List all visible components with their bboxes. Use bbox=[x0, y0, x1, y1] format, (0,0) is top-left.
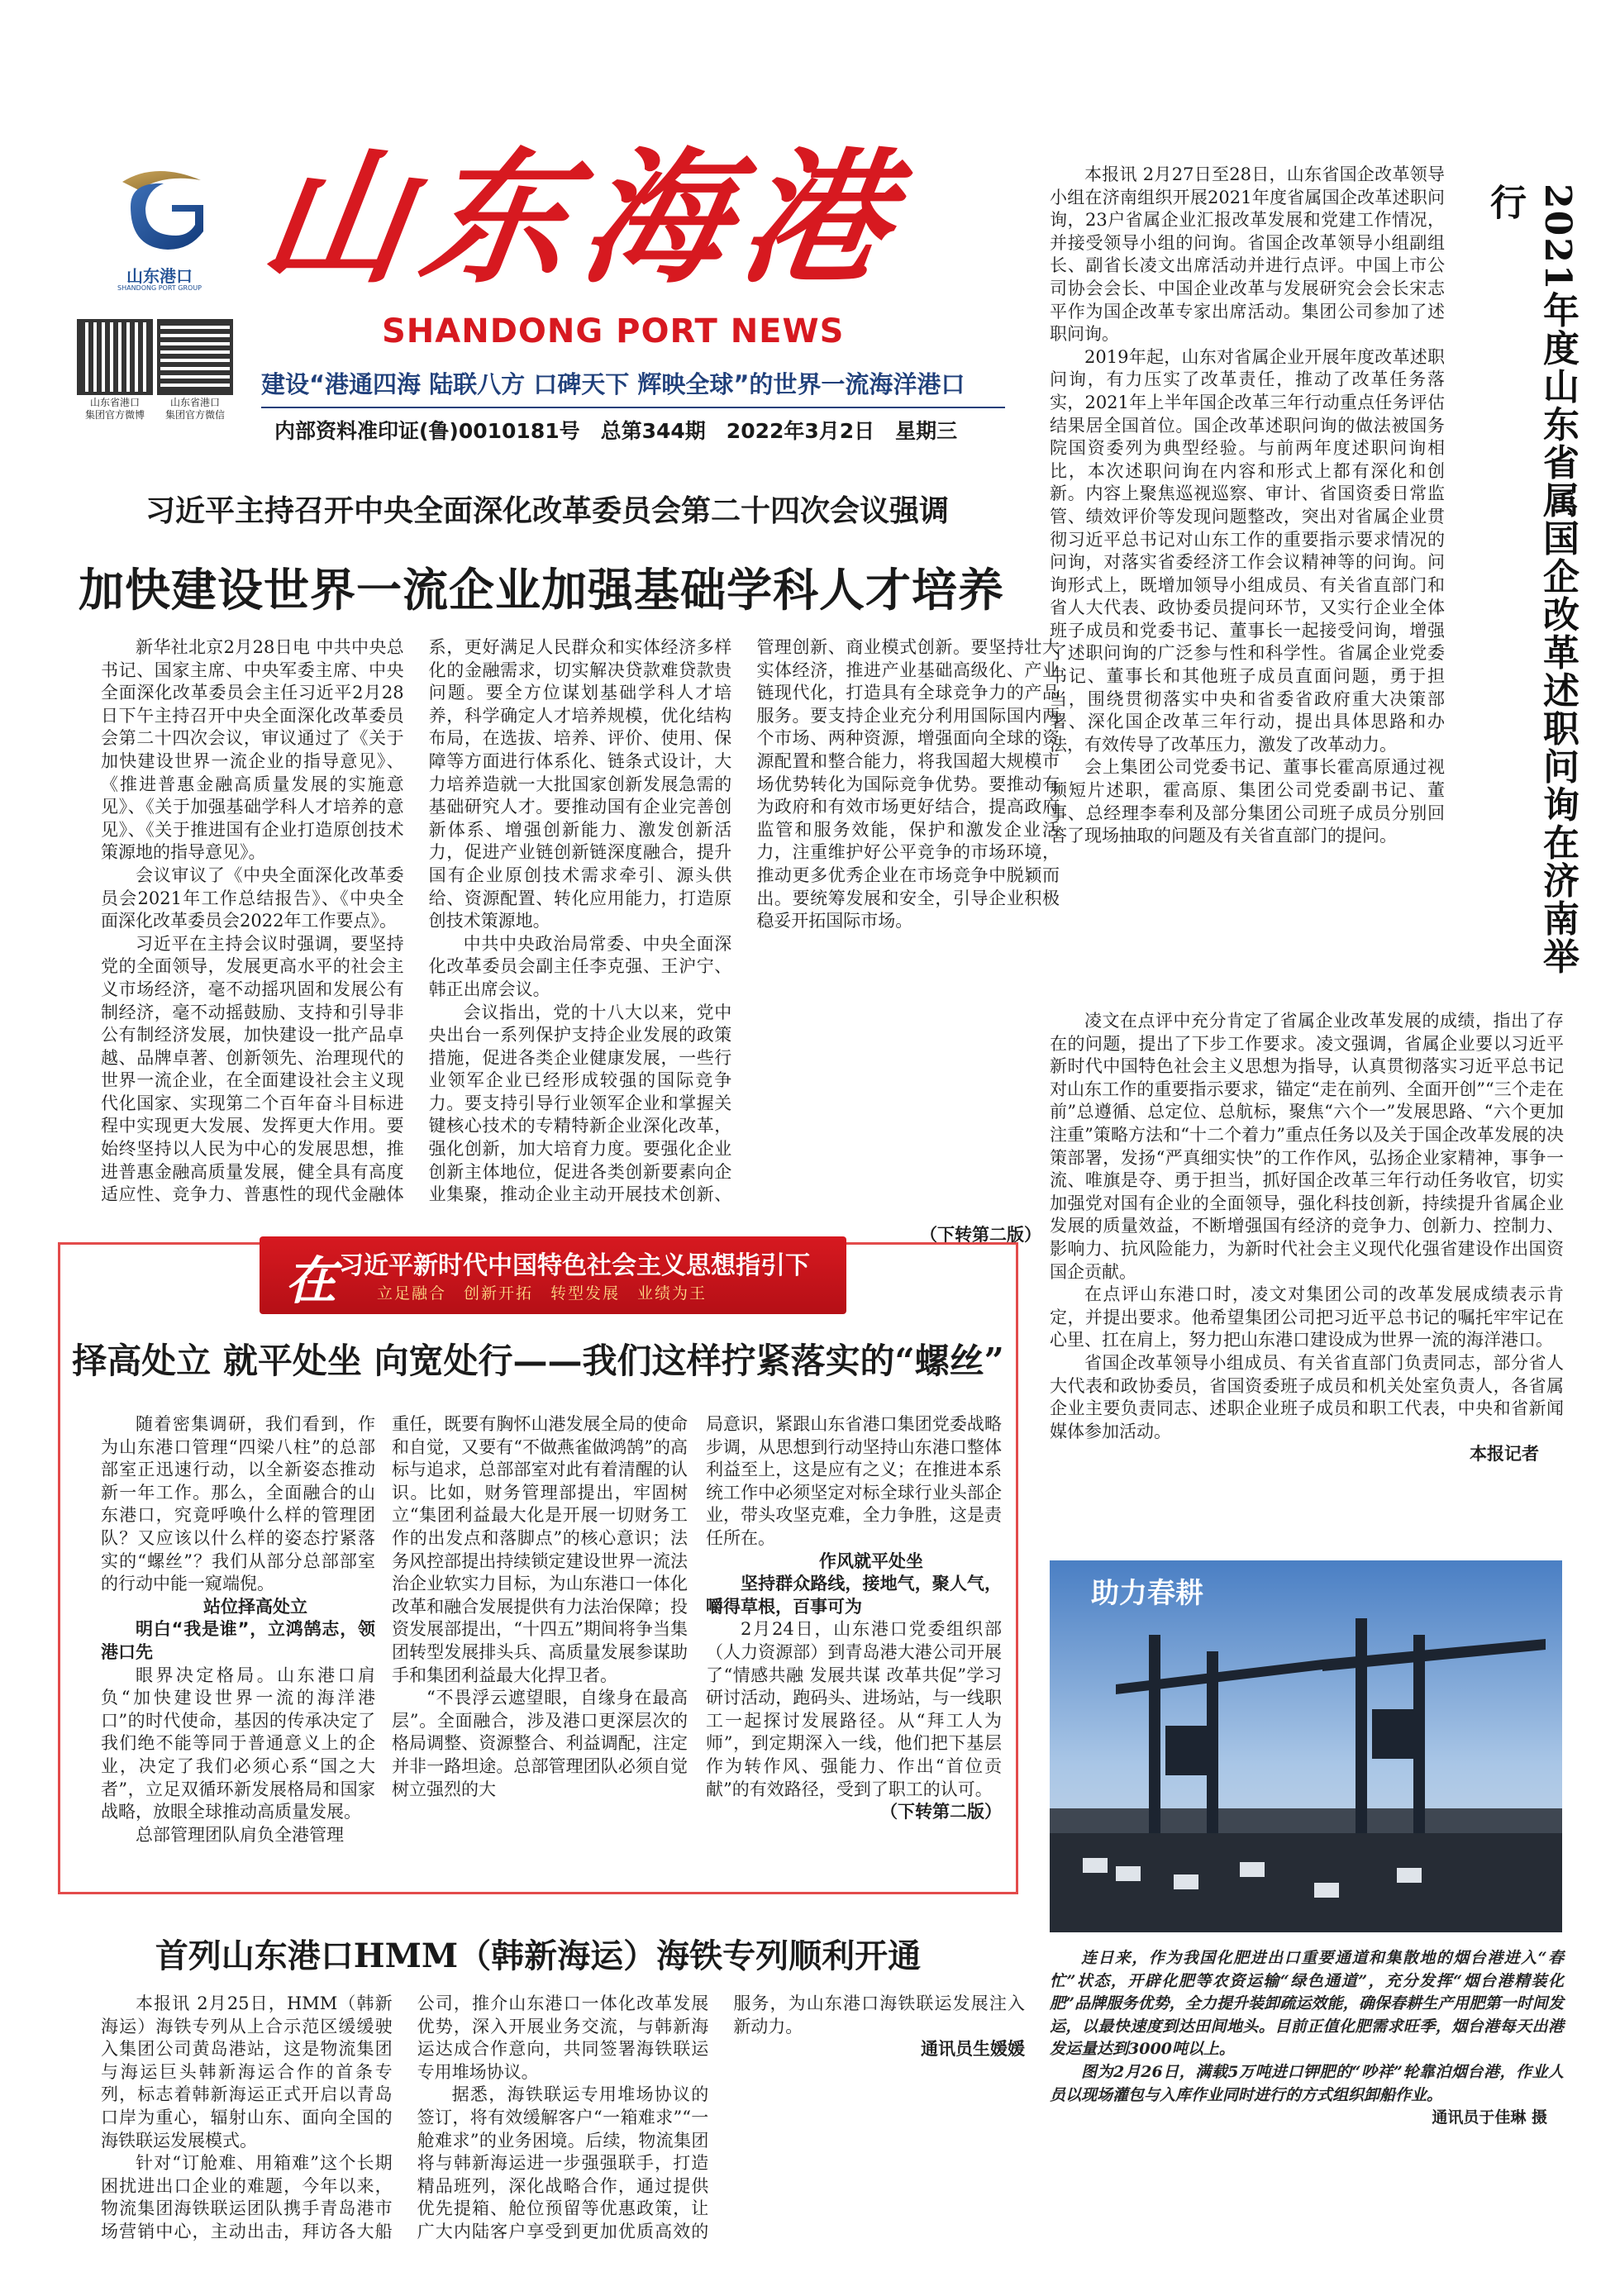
photo-caption bbox=[1050, 1947, 1564, 2130]
feature-banner-char: 在 bbox=[285, 1250, 337, 1311]
logo-icon bbox=[106, 157, 213, 264]
feature-continued: （下转第二版） bbox=[880, 1802, 1002, 1822]
reform-article-body-wide bbox=[1050, 1010, 1564, 1466]
qr-code-weibo bbox=[80, 322, 150, 392]
feature-title: 择高处立 就平处坐 向宽处行——我们这样拧紧落实的“螺丝” bbox=[72, 1341, 1004, 1381]
feature-banner-line1: 习近平新时代中国特色社会主义思想指引下 bbox=[339, 1251, 810, 1280]
rail-headline: 首列山东港口HMM（韩新海运）海铁专列顺利开通 bbox=[155, 1936, 922, 1975]
reform-article-title: 2021年度山东省属国企改革述职问询在济南举行 bbox=[1484, 183, 1579, 976]
reform-paragraph: 省国企改革领导小组成员、有关省直部门负责同志，部分省人大代表和政协委员，省国资委班子成员和机关处室负责人，各省属企业主要负责同志、述职企业班子成员和职工代表，中央和省新闻媒体参加活动。 bbox=[1050, 1352, 1564, 1441]
reform-article-body bbox=[1050, 164, 1445, 848]
feature-col-3 bbox=[706, 1413, 1002, 1824]
caption-paragraph: 连日来，作为我国化肥进出口重要通道和集散地的烟台港进入“春忙”状态，开辟化肥等农资运输“绿色通道”，充分发挥“烟台港精装化肥”品牌服务优势，全力提升装卸疏运效能，确保春耕生产用肥第一时间发运，以最快速度到达田间地头。目前正值化肥需求旺季，烟台港每天出港发运量达到3000吨以上。 bbox=[1050, 1949, 1564, 2059]
xi-continued: （下转第二版） bbox=[920, 1225, 1041, 1245]
reform-paragraph: 在点评山东港口时，凌文对集团公司的改革发展成绩表示肯定，并提出要求。他希望集团公司把习近平总书记的嘱托牢牢记在心里、扛在肩上，努力把山东港口建设成为世界一流的海洋港口。 bbox=[1050, 1284, 1564, 1350]
feature-paragraph: 总部管理团队肩负全港管理 bbox=[136, 1824, 344, 1845]
xi-columns bbox=[101, 636, 1060, 1215]
qr-label-wechat: 山东省港口 集团官方微信 bbox=[164, 397, 225, 421]
xi-headline: 加快建设世界一流企业加强基础学科人才培养 bbox=[78, 564, 1004, 617]
reform-paragraph: 凌文在点评中充分肯定了省属企业改革发展的成绩，指出了存在的问题，提出了下步工作要求。凌文强调，省属企业要以习近平新时代中国特色社会主义思想为指导，认真贯彻落实习近平总书记对山东工作的重要指示要求，锚定“走在前列、全面开创”“三个走在前”总遵循、总定位、总航标，聚焦“六个一”发展思路、“六个更加注重”策略方法和“十二个着力”重点任务以及关于国企改革发展的决策部署，发扬“严真细实快”的工作作风，弘扬企业家精神，事争一流、唯旗是夺、勇于担当，抓好国企改革三年行动任务收官，切实加强党对国有企业的全面领导，强化科技创新，持续提升省属企业发展的质量效益，不断增强国有经济的竞争力、创新力、控制力、影响力、抗风险能力，为新时代社会主义现代化强省建设作出国资国企贡献。 bbox=[1050, 1011, 1564, 1282]
crane-photo-icon bbox=[1050, 1560, 1562, 1932]
qr-code-wechat bbox=[160, 322, 230, 392]
rail-columns bbox=[101, 1993, 1025, 2257]
rail-paragraph: 针对“订舱难、用箱难”这个长期困扰进出口企业的难题，今年以来，物流集团海铁联运团队携手青岛港市场营销中心，主动出击，拜访各大船公司，推介山东港口一体化改革发展优势，深入开展业务交流，与韩新海运达成合作意向，共同签署海铁联运专用堆场协议。 bbox=[101, 1994, 709, 2241]
xi-paragraph: 会议指出，党的十八大以来，党中央出台一系列保护支持企业发展的政策措施，促进各类企业健康发展，一些行业领军企业已经形成较强的国际竞争力。要支持引导行业领军企业和掌握关键核心技术的专精特新企业深化改革，强化创新，加大培育力度。要强化企业创新主体地位，促进各类创新要素向企业集聚，推动企业主动开展技术创新、管理创新、商业模式创新。要坚持壮大实体经济，推进产业基础高级化、产业链现代化，打造具有全球竞争力的产品服务。要支持企业充分利用国际国内两个市场、两种资源，增强面向全球的资源配置和整合能力，将我国超大规模市场优势转化为国际竞争优势。要推动有为政府和有效市场更好结合，提高政府监管和服务效能，保护和激发企业活力，注重维护好公平竞争的市场环境，推动更多优秀企业在市场竞争中脱颖而出。要统筹发展和安全，引导企业积极稳妥开拓国际市场。 bbox=[428, 637, 1060, 1205]
feature-banner-line2: 立足融合 创新开拓 转型发展 业绩为王 bbox=[377, 1284, 708, 1303]
feature-paragraph: 眼界决定格局。山东港口肩负“加快建设世界一流的海洋港口”的时代使命，基因的传承决定了我们绝不能等同于普通意义上的企业，决定了我们必须心系“国之大者”，立足双循环新发展格局和国家战略，放眼全球推动高质量发展。 bbox=[101, 1665, 375, 1822]
logo-caption-en: SHANDONG PORT GROUP bbox=[117, 284, 202, 292]
xi-paragraph: 会议审议了《中央全面深化改革委员会2021年工作总结报告》、《中央全面深化改革委员会2022年工作要点》。 bbox=[101, 865, 404, 931]
xi-paragraph: 新华社北京2月28日电 中共中央总书记、国家主席、中央军委主席、中央全面深化改革委员会主任习近平2月28日下午主持召开中央全面深化改革委员会第二十四次会议，审议通过了《关于加快建设世界一流企业的指导意见》、《推进普惠金融高质量发展的实施意见》、《关于加强基础学科人才培养的意见》、《关于推进国有企业打造原创技术策源地的指导意见》。 bbox=[101, 637, 404, 863]
reform-paragraph: 会上集团公司党委书记、董事长霍高原通过视频短片述职，霍高原、集团公司党委副书记、董事、总经理李奉利及部分集团公司班子成员分别回答了现场抽取的问题及有关省直部门的提问。 bbox=[1050, 757, 1445, 846]
feature-col-1 bbox=[101, 1413, 375, 1846]
rail-paragraph: 据悉，海铁联运专用堆场协议的签订，将有效缓解客户“一箱难求”“一舱难求”的业务困境。后续，物流集团将与韩新海运进一步强强联手，打造精品班列，深化战略合作，通过提供优先提箱、舱位预留等优惠政策，让广大内陆客户享受到更加优质高效的服务，为山东港口海铁联运发展注入新动力。 bbox=[417, 1994, 1025, 2241]
caption-paragraph: 图为2月26日，满载5万吨进口钾肥的“吵祥”轮靠泊烟台港，作业人员以现场灌包与入库作业同时进行的方式组织卸船作业。 bbox=[1050, 2062, 1564, 2104]
xi-article-body bbox=[101, 636, 1060, 1215]
feature-paragraph: 随着密集调研，我们看到，作为山东港口管理“四梁八柱”的总部部室正迅速行动，以全新姿态推动新一年工作。那么，全面融合的山东港口，究竟呼唤什么样的管理团队？又应该以什么样的姿态拧紧落实的“螺丝”？我们从部分总部部室的行动中能一窥端倪。 bbox=[101, 1414, 375, 1594]
xi-kicker: 习近平主持召开中央全面深化改革委员会第二十四次会议强调 bbox=[145, 493, 949, 528]
masthead-title: 山东海港 bbox=[252, 134, 915, 303]
qr-label-weibo: 山东省港口 集团官方微博 bbox=[84, 397, 145, 421]
masthead-title-en: SHANDONG PORT NEWS bbox=[382, 312, 845, 350]
masthead-slogan: 建设“港通四海 陆联八方 口碑天下 辉映全球”的世界一流海洋港口 bbox=[261, 370, 965, 398]
reform-byline: 本报记者 bbox=[1470, 1444, 1539, 1465]
feature-subhead: 明白“我是谁”，立鸿鹄志，领港口先 bbox=[101, 1619, 375, 1662]
reform-paragraph: 本报讯 2月27日至28日，山东省国企改革领导小组在济南组织开展2021年度省属国企改革述职问询，23户省属企业汇报改革发展和党建工作情况，并接受领导小组的问询。省国企改革领导小组副组长、副省长凌文出席活动并进行点评。中国上市公司协会会长、中国企业改革与发展研究会会长宋志平作为国企改革专家出席活动。集团公司参加了述职问询。 bbox=[1050, 164, 1445, 345]
rail-paragraph: 本报讯 2月25日，HMM（韩新海运）海铁专列从上合示范区缓缓驶入集团公司黄岛港站，这是物流集团与海运巨头韩新海运合作的首条专列，标志着韩新海运正式开启以青岛口岸为重心，辐射山东、面向全国的海铁联运发展模式。 bbox=[101, 1994, 393, 2151]
feature-paragraph: “不畏浮云遮望眼，自缘身在最高层”。全面融合，涉及港口更深层次的格局调整、资源整合、利益调配，注定并非一路坦途。总部管理团队必须自觉树立强烈的大 bbox=[392, 1688, 688, 1799]
xi-paragraph: 习近平在主持会议时强调，要坚持党的全面领导，发展更高水平的社会主义市场经济，毫不动摇巩固和发展公有制经济，毫不动摇鼓励、支持和引导非公有制经济发展，加快建设一批产品卓越、品牌卓著、创新领先、治理现代的世界一流企业，在全面建设社会主义现代化国家、实现第二个百年奋斗目标进程中实现更大发展、发挥更大作用。要始终坚持以人民为中心的发展思想，推进普惠金融高质量发展，健全具有高度适应性、竞争力、普惠性的现代金融体系，更好满足人民群众和实体经济多样化的金融需求，切实解决贷款难贷款贵问题。要全方位谋划基础学科人才培养，科学确定人才培养规模，优化结构布局，在选拔、培养、评价、使用、保障等方面进行体系化、链条式设计，大力培养造就一大批国家创新发展急需的基础研究人才。要推动国有企业完善创新体系、增强创新能力、激发创新活力，促进产业链创新链深度融合，提升国有企业原创技术需求牵引、源头供给、资源配置、转化应用能力，打造原创技术策源地。 bbox=[101, 637, 732, 1205]
feature-subhead: 坚持群众路线，接地气，聚人气，嚼得草根，百事可为 bbox=[706, 1574, 1002, 1617]
logo-caption: 山东港口 bbox=[126, 266, 193, 286]
feature-paragraph: 2月24日，山东港口党委组织部（人力资源部）到青岛港大港公司开展了“情感共融 发展共谋 改革共促”学习研讨活动，跑码头、进场站，与一线职工一起探讨发展路径。从“拜工人为师”，到定期深入一线，他们把下基层作为转作风、强能力、作出“首位贡献”的有效路径，受到了职工的认可。 bbox=[706, 1619, 1002, 1799]
group-logo bbox=[106, 157, 213, 264]
rail-byline: 通讯员生媛媛 bbox=[920, 2039, 1025, 2060]
feature-col-2 bbox=[392, 1413, 688, 1801]
photo-byline: 通讯员于佳琳 摄 bbox=[1432, 2108, 1547, 2127]
issue-line: 内部资料准印证(鲁)0010181号 总第344期 2022年3月2日 星期三 bbox=[274, 419, 958, 443]
port-photo bbox=[1050, 1560, 1562, 1932]
feature-subhead: 站位择高处立 bbox=[203, 1596, 307, 1617]
reform-paragraph: 2019年起，山东对省属企业开展年度改革述职问询，有力压实了改革责任，推动了改革任务落实，2021年上半年国企改革三年行动重点任务评估结果居全国首位。国企改革述职问询的做法被国务院国资委列为典型经验。与前两年度述职问询相比，本次述职问询在内容和形式上都有深化和创新。内容上聚焦巡视巡察、审计、省国资委日常监管、绩效评价等发现问题整改，突出对省属企业贯彻习近平总书记对山东工作的重要指示要求情况的问询，对落实省委经济工作会议精神等的问询。问询形式上，既增加领导小组成员、有关省直部门和省人大代表、政协委员提问环节，又实行企业全体班子成员和党委书记、董事长一起接受问询，增强了述职问询的广泛参与性和科学性。省属企业党委书记、董事长和其他班子成员直面问题，勇于担当，围绕贯彻落实中央和省委省政府重大决策部署、深化国企改革三年行动，提出具体思路和办法，有效传导了改革压力，激发了改革动力。 bbox=[1050, 346, 1445, 755]
masthead-rule bbox=[261, 407, 1005, 408]
feature-subhead: 作风就平处坐 bbox=[819, 1551, 923, 1571]
feature-paragraph: 重任，既要有胸怀山港发展全局的使命和自觉，又要有“不做燕雀做鸿鹄”的高标与追求，总部部室对此有着清醒的认识。比如，财务管理部提出，牢固树立“集团利益最大化是开展一切财务工作的出发点和落脚点”的核心意识；法务风控部提出持续锁定建设世界一流法治企业软实力目标，为山东港口一体化改革和融合发展提供有力法治保障；投资发展部提出，“十四五”期间将争当集团转型发展排头兵、高质量发展参谋助手和集团利益最大化捍卫者。 bbox=[392, 1414, 688, 1685]
xi-paragraph: 中共中央政治局常委、中央全面深化改革委员会副主任李克强、王沪宁、韩正出席会议。 bbox=[428, 933, 732, 999]
photo-label: 助力春耕 bbox=[1091, 1577, 1203, 1610]
feature-paragraph: 局意识，紧跟山东省港口集团党委战略步调，从思想到行动坚持山东港口整体利益至上，这是应有之义；在推进本系统工作中必须坚定对标全球行业头部企业，带头攻坚克难，全力争胜，这是责任所在。 bbox=[706, 1414, 1002, 1548]
